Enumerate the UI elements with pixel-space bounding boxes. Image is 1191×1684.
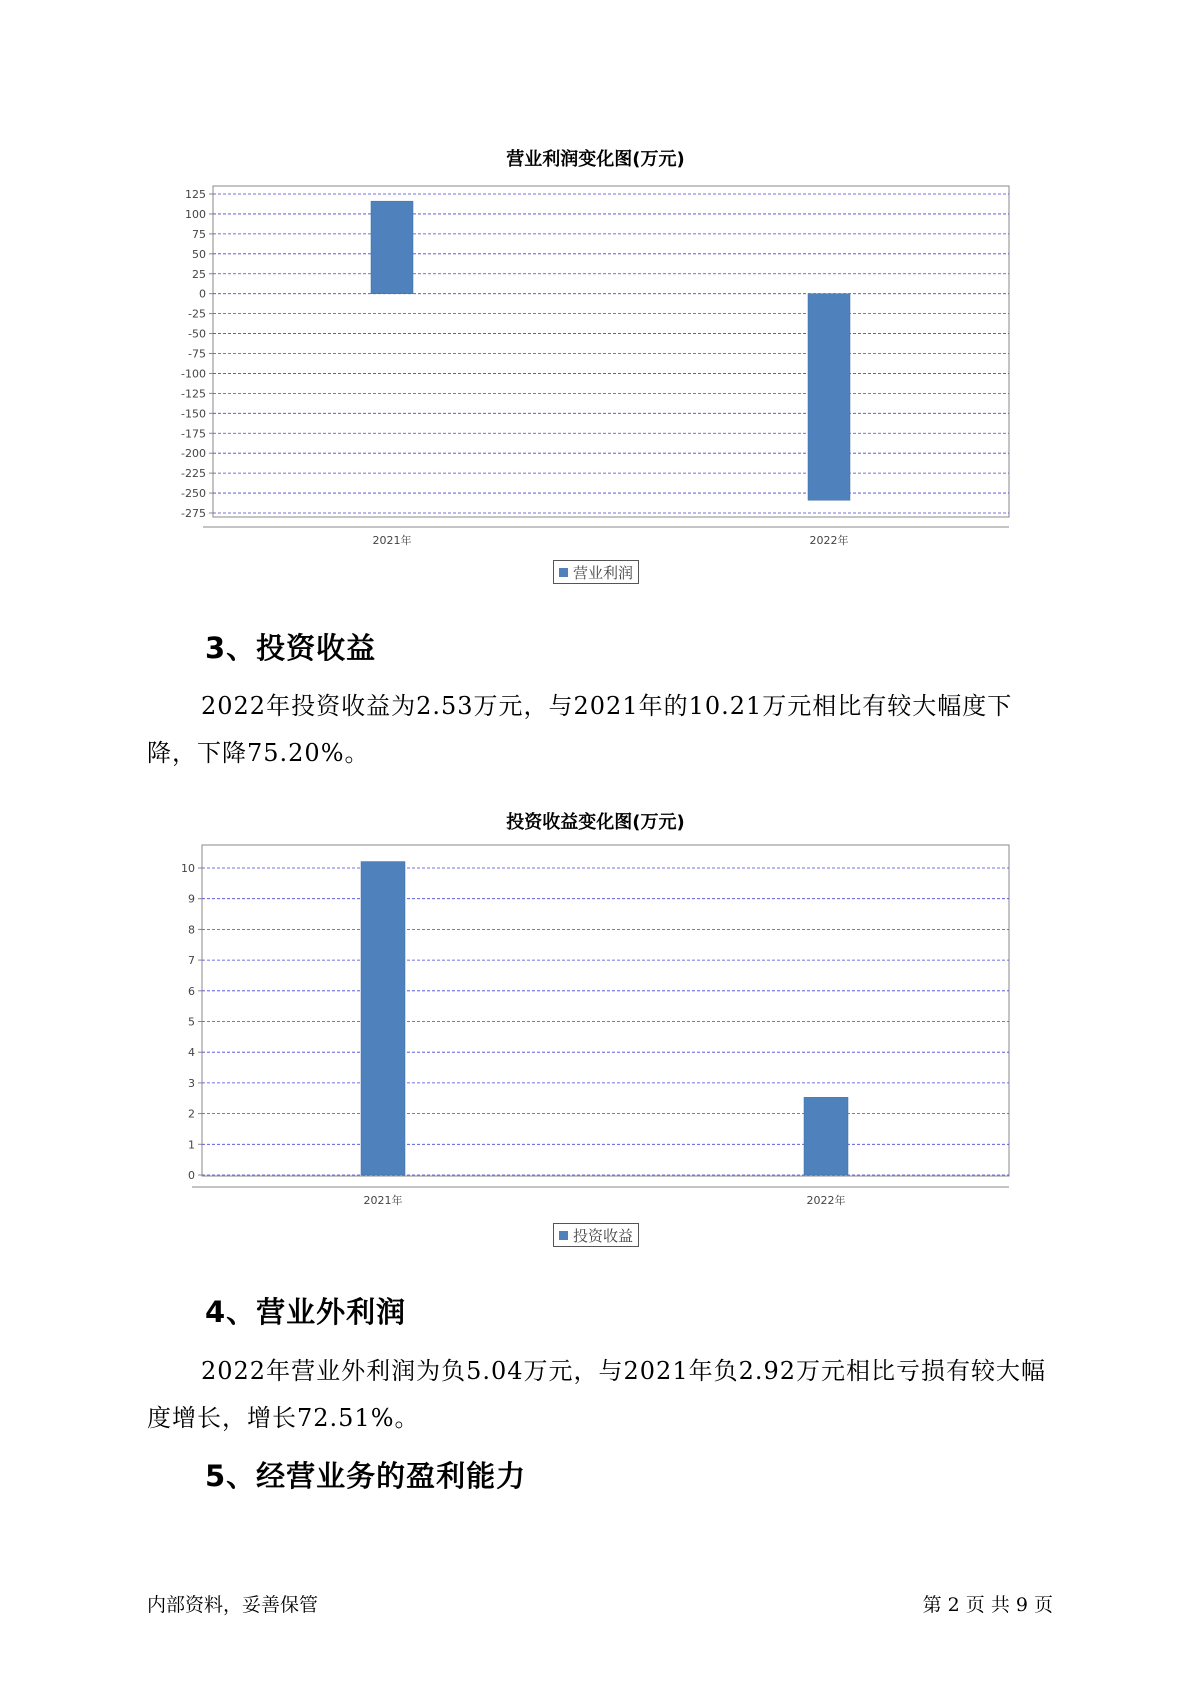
y-tick-label: 2 bbox=[188, 1107, 195, 1121]
x-tick-label: 2021年 bbox=[363, 1194, 403, 1207]
y-tick-label: 25 bbox=[192, 267, 206, 281]
y-tick-label: -50 bbox=[188, 327, 206, 341]
bar bbox=[808, 294, 850, 501]
plot-area bbox=[213, 186, 1009, 517]
y-tick-label: 50 bbox=[192, 247, 206, 261]
y-tick-label: 9 bbox=[188, 892, 195, 906]
footer-page-number: 第 2 页 共 9 页 bbox=[922, 1594, 1053, 1616]
footer-confidential-note: 内部资料，妥善保管 bbox=[147, 1594, 319, 1616]
chart-legend-operating-profit bbox=[553, 560, 639, 584]
y-tick-label: -25 bbox=[188, 307, 206, 321]
y-tick-label: -250 bbox=[181, 487, 206, 501]
bar bbox=[804, 1097, 848, 1175]
x-tick-label: 2022年 bbox=[806, 1194, 846, 1207]
y-tick-label: -275 bbox=[181, 507, 206, 520]
x-tick-label: 2021年 bbox=[372, 534, 412, 547]
section-heading-profitability: 5、经营业务的盈利能力 bbox=[205, 1459, 527, 1493]
y-tick-label: 0 bbox=[188, 1169, 195, 1182]
y-tick-label: 7 bbox=[188, 954, 195, 968]
y-tick-label: -75 bbox=[188, 347, 206, 361]
y-tick-label: 4 bbox=[188, 1046, 195, 1060]
chart-title-operating-profit: 营业利润变化图(万元) bbox=[506, 149, 685, 170]
y-tick-label: -100 bbox=[181, 367, 206, 381]
y-tick-label: -150 bbox=[181, 407, 206, 421]
operating-profit-chart bbox=[0, 170, 1191, 550]
x-tick-label: 2022年 bbox=[809, 534, 849, 547]
bar bbox=[361, 862, 405, 1175]
plot-area bbox=[202, 845, 1009, 1176]
chart-legend-investment-income bbox=[553, 1223, 639, 1247]
y-tick-label: 125 bbox=[185, 188, 206, 201]
y-tick-label: -125 bbox=[181, 387, 206, 401]
y-tick-label: -200 bbox=[181, 447, 206, 461]
legend-label: 投资收益 bbox=[573, 1226, 634, 1245]
section-paragraph-investment-income: 2022年投资收益为2.53万元，与2021年的10.21万元相比有较大幅度下降，下降75.20%。 bbox=[147, 692, 1013, 767]
y-tick-label: 0 bbox=[199, 287, 206, 301]
legend-swatch bbox=[559, 1231, 568, 1240]
legend-label: 营业利润 bbox=[573, 563, 634, 582]
y-tick-label: 75 bbox=[192, 227, 206, 241]
y-tick-label: 5 bbox=[188, 1015, 195, 1029]
y-tick-label: 6 bbox=[188, 984, 195, 998]
bar bbox=[371, 201, 413, 294]
y-tick-label: 10 bbox=[181, 862, 195, 875]
section-heading-non-operating-profit: 4、营业外利润 bbox=[205, 1295, 407, 1329]
y-tick-label: -175 bbox=[181, 427, 206, 441]
y-tick-label: 3 bbox=[188, 1076, 195, 1090]
chart-title-investment-income: 投资收益变化图(万元) bbox=[506, 812, 685, 833]
investment-income-chart bbox=[0, 840, 1191, 1215]
y-tick-label: 8 bbox=[188, 923, 195, 937]
y-tick-label: 1 bbox=[188, 1138, 195, 1152]
legend-swatch bbox=[559, 568, 568, 577]
section-paragraph-non-operating-profit: 2022年营业外利润为负5.04万元，与2021年负2.92万元相比亏损有较大幅度增长，增长72.51%。 bbox=[147, 1357, 1047, 1432]
y-tick-label: -225 bbox=[181, 467, 206, 481]
section-heading-investment-income: 3、投资收益 bbox=[205, 631, 377, 665]
y-tick-label: 100 bbox=[185, 207, 206, 221]
